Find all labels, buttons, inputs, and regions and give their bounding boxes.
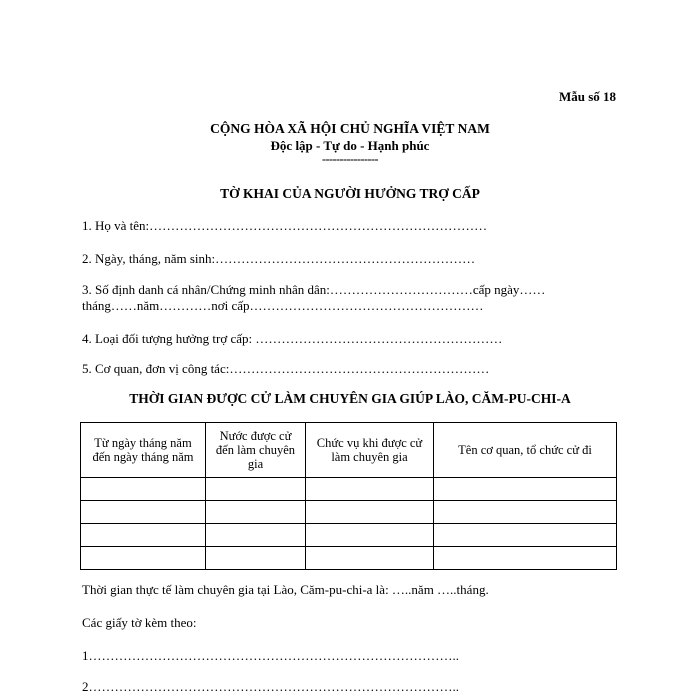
motto: Độc lập - Tự do - Hạnh phúc [270, 138, 430, 153]
table-cell [206, 478, 306, 501]
table-row [81, 524, 617, 547]
table-row [81, 478, 617, 501]
actual-time-statement: Thời gian thực tế làm chuyên gia tại Lào, Căm-pu-chi-a là: …..năm …..tháng. [82, 582, 489, 597]
expert-time-table [80, 422, 617, 570]
table-cell [434, 547, 617, 570]
table-cell [206, 501, 306, 524]
header-country: Nước được cử đến làm chuyên gia [206, 423, 306, 478]
field-full-name: 1. Họ và tên:…………………………………………………………………… [82, 218, 488, 233]
nation-heading: CỘNG HÒA XÃ HỘI CHỦ NGHĨA VIỆT NAM [210, 121, 490, 136]
table-cell [81, 478, 206, 501]
header-period: Từ ngày tháng năm đến ngày tháng năm [81, 423, 206, 478]
attachments-label: Các giấy tờ kèm theo: [82, 615, 197, 630]
table-cell [306, 547, 434, 570]
header-divider: ---------------- [322, 152, 378, 166]
table-row [81, 501, 617, 524]
table-cell [81, 501, 206, 524]
table-cell [306, 501, 434, 524]
header-position: Chức vụ khi được cử làm chuyên gia [306, 423, 434, 478]
section-title: THỜI GIAN ĐƯỢC CỬ LÀM CHUYÊN GIA GIÚP LÀO, CĂM-PU-CHI-A [129, 391, 571, 406]
table-cell [81, 547, 206, 570]
table-header-row [81, 423, 617, 478]
table-cell [306, 478, 434, 501]
table-cell [434, 478, 617, 501]
field-beneficiary-type: 4. Loại đối tượng hưởng trợ cấp: ………………………………………………… [82, 331, 503, 346]
table-row [81, 547, 617, 570]
table-cell [206, 547, 306, 570]
field-workplace: 5. Cơ quan, đơn vị công tác:…………………………………………………… [82, 361, 490, 376]
attachment-line-2: 2………………………………………………………………………….. [82, 679, 459, 694]
table-cell [306, 524, 434, 547]
table-cell [81, 524, 206, 547]
table-cell [434, 501, 617, 524]
table-cell [206, 524, 306, 547]
attachment-line-1: 1………………………………………………………………………….. [82, 648, 459, 663]
document-title: TỜ KHAI CỦA NGƯỜI HƯỞNG TRỢ CẤP [220, 186, 480, 201]
table-cell [434, 524, 617, 547]
field-id-number: 3. Số định danh cá nhân/Chứng minh nhân dân:……………………………cấp ngày…… [82, 282, 546, 297]
field-date-of-birth: 2. Ngày, tháng, năm sinh:…………………………………………………… [82, 251, 476, 266]
field-id-issue: tháng……năm…………nơi cấp……………………………………………… [82, 298, 484, 313]
form-number: Mẫu số 18 [558, 89, 616, 104]
header-agency: Tên cơ quan, tổ chức cử đi [434, 423, 617, 478]
